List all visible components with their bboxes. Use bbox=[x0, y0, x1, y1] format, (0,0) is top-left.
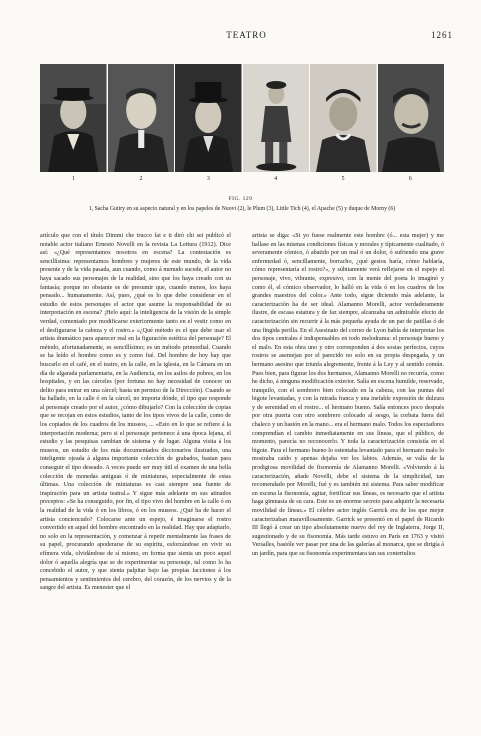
photo-number: 1 bbox=[72, 176, 76, 182]
photo-number: 5 bbox=[341, 176, 345, 182]
page-number: 1261 bbox=[431, 30, 453, 40]
text-column-left bbox=[40, 232, 231, 593]
running-header bbox=[40, 30, 453, 44]
running-title: TEATRO bbox=[226, 30, 267, 40]
portrait-photo-4 bbox=[243, 64, 310, 172]
portrait-photo-6 bbox=[378, 64, 445, 172]
photo-number-row bbox=[40, 176, 444, 182]
photo-number: 3 bbox=[206, 176, 210, 182]
figure-label: FIG. 129 bbox=[228, 196, 253, 202]
figure-caption: 1, Sacha Guitry en su aspecto natural y en los papeles de Nuovi (2), le Plum (3), Little Tich (4), el Apache (5) y duque de Morny (6) bbox=[88, 206, 396, 212]
photo-number: 4 bbox=[274, 176, 278, 182]
body-paragraph: artículo que con el título Dimmi che trucco fai e ti dirò chi sei publicó el notable actor italiano Ernesto Novelli en la revista La Lettura (1912). Dice así: «¿Qué representamos nosotros en escena? La contestación es sencillísima: representamos hombres y mujeres de este mundo, de la vida presente y de la vida pasada, aun cuando, como á menudo sucede, el autor no haya sacado sus personajes de la realidad, sino que los haya creado con su fantasía; porque no obstante es de presumir que, cuando menos, los haya pensado... humanamente. Así, pues, ¿qué es lo que debe considerar en el estudio de estos personajes el actor que asume la responsabilidad de su interpretación en escena? ¡Helo aquí: la inteligencia de la visión de la simple verdad, comentado por modificarse exteriormente tanto en el vestir como en el desfigurarse la cabeza y el rostro.» «¿Qué método es el que debe usar el artista dramático para aparecer real en la figuración estética del personaje? El método, afortunadamente, es sencillísimo; es un método primordial. Cuando se ha leído el hombre como es y como fué. Del hombre de hoy hay que buscarlo en el café, en el teatro, en la calle, en la iglesia, en la Cámara en un día de algarada parlamentaria, en la Audiencia, en los asilos de pobres, en los hospitales, y en las cárceles (por fortuna no hay necesidad de conocer un delito para entrar en una cárcel; basta un permiso de la Dirección). Cuando se ha hallado, en la calle ó en la cárcel, no importa dónde, el tipo que responde al personaje creado por el autor, ¿cómo dibujarlo? Con la colección de copias que se recojan en estos estudios, tanto de los tipos vivos de la calle, como de los copiados de los cuadros de los museos, ... «Esto en lo que se refiere á la interpretación moderna; pero si el personaje pertenece á una época lejana, el estudio y las pesquisas cambian de sistema y de lugar. Alguna visita á los museos, un estudio de los más documentados diccionarios ilustrados, una inteligente ojeada á alguna importante colección de grabados, bastan para conseguir el tipo deseado. A veces puede ser muy útil el examen de una bella colección de monedas antiguas ó de miniaturas, especialmente de estas últimas. Una colección de miniaturas es casi siempre una fuente de inspiración para un artista teatral.» Y sigue más adelante en sus atinados preceptos: «Se ha conseguido, por fin, el tipo vivo del hombre en la calle ó en la realidad de la vida ó en los libros, ó en los museos. ¿Qué ha de hacer el artista conciencudo? Colocarse ante un espejo, é imaginarse el rostro convertido en aquel del hombre encontrado en la realidad. Hay que adaptarlo, no solo en la representación, y comenzar á repetir mentalmente las frases de su papel, procurando apoderarse de su espíritu, esforzándose en vivir su efímera vida, olvidándose de sí mismo, en forma que sienta un poco aquel dolor ó aquella alegría que se de experimentar su personaje, tal como lo ha concebido el autor, y que sienta palpitar bajo las propias facciones á los pensamientos y sentimientos del cerebro, del corazón, de los nervios y de la sangre del artista. Es menester que el bbox=[40, 233, 231, 592]
portrait-photo-5 bbox=[310, 64, 377, 172]
body-paragraph: artista se diga: «Si yo fuese realmente este hombre (ó... esta mujer) y me hallase en las mismas condiciones físicas y morales y típicamente cualitado, ó severamente cómico, ó abatido por un mal ó un dolor, ó sufriendo una grave enfermedad ó, sencillamente, borracho, ¿qué gestos haría, cómo hablaría, cómo representaría el rostro?», y súbitamente verá reflejarse en el espejo el personaje, vivo, vibrante, expresivo, con la mente del poeta lo imaginó y como él, el cómico observador, lo halló en la vida ó en los cuadros de los grandes maestros del color.» Ante todo, sigue diciendo más adelante, la caracterización ha de ser ideal. Alamanno Morelli, actor verdaderamente ilustre, de escasa estatura y de faz siempre, alcanzaba un admirable efecto de caracterización sin recurrir á la más pequeña ayuda de un par de patillas ó de una fingida perilla. En el Asesinato del correo de Lyon había de interpretar los dos tipos centrales é indispensables en todo melodrama: el personaje bueno y el malo. En esta obra uno y otro corresponden á dos sosias perfectos, cuyos rostros se asemejan por el parecido no solo en su propia despegada, y un hermano asesino que triunfa alegremente, frente á la Ley y al sentido común. Pues bien, para figurar los dos hermanos, Alamanno Morelli no recurría, como he dicho, á ninguna modificación exterior. Salía en escena humilde, reservado, tranquilo, con el sombrero bien colocado en la cabeza, con las puntas del bigote levantadas, y con la mirada franca y una inefable expresión de dulzura y de serenidad en el rostro... el hermano bueno. Salía entonces poco después por otra puerta con otro sombrero colocado al sesgo, la corbata fuera del chaleco y un bastón en la mano... era el hermano malo. Todos los espectadores comprendían el cambio inmediatamente en sus líneas, que el público, de momento, parecía no reconocerlo. Y toda la caracterización consistía en el bigote. Para el hermano bueno lo ostentaba levantado para el hermano malo lo mostraba caído y apenas dejaba ver los labios. Además, se valía de la prodigiosa movilidad de fisonomía de Alamanno Morelli. «Volviendo á la caracterización, añade Novelli, debe el sistema de la simplicidad, tan recomendado por Morelli, fué y es también mi sistema. Para saber modificar en escena la fisonomía, agitar, fortificar sus líneas, es necesario que el artista haga gimnasia de su cara. Este es un enorme secreto para adquirir la necesaria movilidad de líneas.» El célebre actor inglés Garrick era de los que mejor caracterizaban maravillosamente. Garrick se presentó en el papel de Ricardo III llegó á crear un tipo absolutamente nuevo del rey de Inglaterra, Jorge II, sugestionado y de su fisonomía. Más tarde estuvo en París en 1763 y visitó Versalles, bastóle ver pasar por una de las galerías al monarca, que se dirigía á un jardín, para que su fisonomía experimentara tan sus contertulios bbox=[252, 233, 444, 557]
portrait-photo-3 bbox=[175, 64, 242, 172]
photo-number: 2 bbox=[139, 176, 143, 182]
text-column-right bbox=[252, 232, 444, 559]
photo-strip bbox=[40, 64, 444, 188]
portrait-photo-1 bbox=[40, 64, 107, 172]
portrait-photo-2 bbox=[108, 64, 175, 172]
photo-number: 6 bbox=[408, 176, 412, 182]
